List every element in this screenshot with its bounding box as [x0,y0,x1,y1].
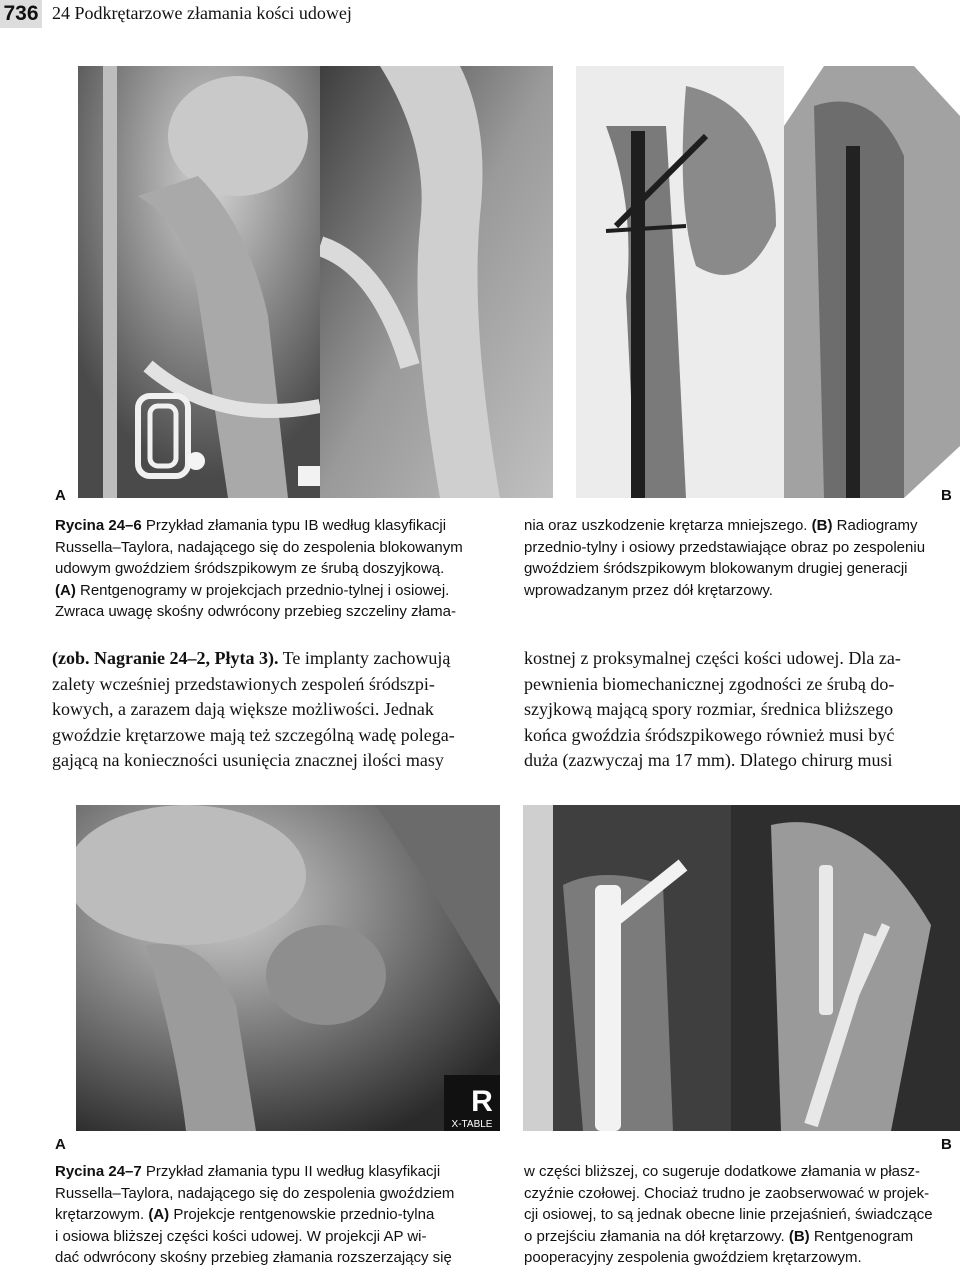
page-number: 736 [0,0,42,28]
fig1-caption-left-bold-0: Rycina 24–6 [55,517,142,534]
fig1-caption-left-text-4: Zwraca uwagę skośny odwrócony przebieg szczeliny złama- [55,603,457,620]
body-left-text-3: gwoździe krętarzowe mają też szczególną wadę polega- [52,724,455,745]
xray-fig1-a-ap [78,66,320,498]
fig2-caption-right [524,1161,956,1269]
body-left-bold-0: (zob. Nagranie 24–2, Płyta 3). [52,648,279,668]
body-right-line-4: duża (zazwyczaj ma 17 mm). Dlatego chirurg musi [524,750,893,770]
body-text-left [52,646,488,774]
fig1-caption-right [524,515,954,601]
body-right-line-3: końca gwoździa śródszpikowego również musi być [524,724,895,745]
fig1-label-b: B [941,487,952,504]
fig2-label-b: B [941,1136,952,1153]
fig2-label-a: A [55,1136,66,1153]
xray-fig1-b-axial [784,66,960,498]
fig1-caption-right-text-2: gwoździem śródszpikowym blokowanym drugiej generacji [524,560,908,577]
body-text-right [524,646,956,774]
fig2-caption-left-text-4: dać odwrócony skośny przebieg złamania rozszerzający się [55,1249,452,1266]
fig1-caption-right-text-1: przednio-tylny i osiowy przedstawiające obraz po zespoleniu [524,538,926,556]
fig2-caption-left-bold-0: Rycina 24–7 [55,1163,142,1180]
fig2-caption-left-text-2: krętarzowym. [55,1206,149,1223]
xray-fig2-b-axial [731,805,960,1131]
body-left-text-1: zalety wcześniej przedstawionych zespoleń śródszpi- [52,673,435,694]
body-right-line-0: kostnej z proksymalnej części kości udowej. Dla za- [524,648,901,668]
fig1-caption-left-bold-3: (A) [55,581,76,599]
fig1-caption-right-bold-0: (B) [811,517,833,534]
fig2-caption-left-text2-2: Projekcje rentgenowskie przednio-tylna [169,1206,435,1223]
fig2-caption-right-text2-3: Rentgenogram [809,1227,914,1245]
fig2-caption-left [55,1161,495,1269]
fig2-caption-left-text-3: i osiowa bliższej części kości udowej. W projekcji AP wi- [55,1227,427,1245]
xray-fig1-a-axial [320,66,553,498]
fig2-caption-right-text-2: cji osiowej, to są jednak obecne linie przejaśnień, świadczące [524,1206,933,1223]
fig2-caption-right-text-3: o przejściu złamania na dół krętarzowy. [524,1227,789,1245]
fig1-caption-left-text-0: Przykład złamania typu IB według klasyfikacji [141,517,447,534]
fig1-caption-left-text-2: udowym gwoździem śródszpikowym ze śrubą doszyjkową. [55,560,445,577]
body-left-text-4: gającą na konieczności usunięcia znacznej ilości masy [52,750,444,770]
running-title: 24 Podkrętarzowe złamania kości udowej [52,3,352,23]
body-right-line-1: pewnienia biomechanicznej zgodności ze śrubą do- [524,673,895,694]
fig1-caption-right-text2-0: Radiogramy [832,517,918,534]
r-marker: R [471,1085,493,1118]
body-left-text-0: Te implanty zachowują [278,648,451,668]
fig2-caption-right-text-4: pooperacyjny zespolenia gwoździem krętarzowym. [524,1249,862,1266]
fig2-caption-left-text-1: Russella–Taylora, nadającego się do zespolenia gwoździem [55,1184,455,1202]
xray-fig1-b-ap [576,66,784,498]
xray-fig2-b-ap [523,805,731,1131]
fig2-caption-left-bold-2: (A) [148,1206,170,1223]
fig2-caption-right-bold-3: (B) [788,1227,810,1245]
fig2-caption-left-text-0: Przykład złamania typu II według klasyfikacji [141,1163,441,1180]
fig1-caption-left-text-3: Rentgenogramy w projekcjach przednio-tylnej i osiowej. [75,581,450,599]
fig1-caption-right-text-0: nia oraz uszkodzenie krętarza mniejszego. [524,517,812,534]
fig1-label-a: A [55,487,66,504]
fig1-caption-left-text-1: Russella–Taylora, nadającego się do zespolenia blokowanym [55,538,463,556]
fig1-caption-right-text-3: wprowadzanym przez dół krętarzowy. [524,581,773,599]
fig2-caption-right-text-1: czyźnie czołowej. Chociaż trudno je zaobserwować w projek- [524,1184,930,1202]
fig2-caption-right-text-0: w części bliższej, co sugeruje dodatkowe złamania w płasz- [524,1163,921,1180]
body-left-text-2: kowych, a zarazem dają większe możliwości. Jednak [52,699,434,719]
body-right-line-2: szyjkową mającą spory rozmiar, średnica bliższego [524,699,894,719]
fig1-caption-left [55,515,490,623]
x-table-marker: X-TABLE [451,1119,493,1130]
xray-fig2-a [76,805,500,1131]
